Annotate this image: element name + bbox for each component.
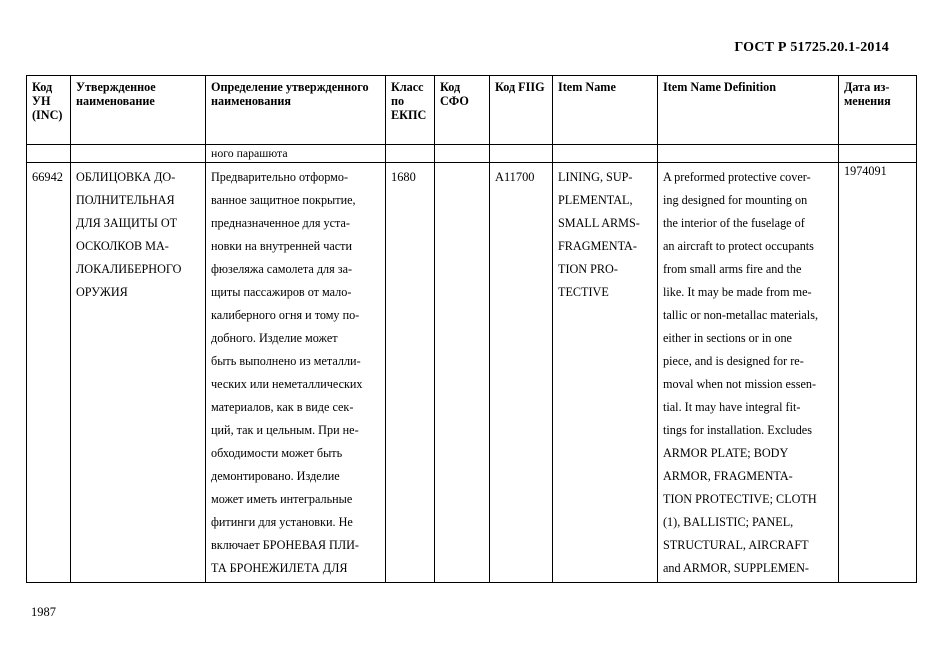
text-line: фитинги для установки. Не (211, 515, 353, 529)
text-line: and ARMOR, SUPPLEMEN- (663, 561, 809, 575)
text-line: ванное защитное покрытие, (211, 193, 356, 207)
cont-definition-cell: ного парашюта (206, 145, 386, 163)
header-item-name: Item Name (553, 76, 658, 145)
text-line: from small arms fire and the (663, 262, 802, 276)
text-line: A preformed protective cover- (663, 170, 811, 184)
text-line: (1), BALLISTIC; PANEL, (663, 515, 794, 529)
header-date: Дата из-менения (839, 76, 917, 145)
class-cell (386, 163, 435, 583)
text-line: ЛОКАЛИБЕРНОГО (76, 262, 182, 276)
text-line: either in sections or in one (663, 331, 792, 345)
text-line: the interior of the fuselage of (663, 216, 805, 230)
text-line: новки на внутренней части (211, 239, 353, 253)
text-line: ПОЛНИТЕЛЬНАЯ (76, 193, 175, 207)
header-class: Класс по ЕКПС (386, 76, 435, 145)
cont-item-name-cell (553, 145, 658, 163)
continuation-row (27, 145, 917, 163)
text-line: может иметь интегральные (211, 492, 353, 506)
text-line: like. It may be made from me- (663, 285, 812, 299)
cont-fiig-cell (490, 145, 553, 163)
text-line: TECTIVE (558, 285, 609, 299)
text-line: ческих или неметаллических (211, 377, 363, 391)
definition-cell (206, 163, 386, 583)
text-line: добного. Изделие может (211, 331, 338, 345)
text-line: быть выполнено из металли- (211, 354, 361, 368)
text-line: STRUCTURAL, AIRCRAFT (663, 538, 809, 552)
nomenclature-table (26, 75, 917, 583)
text-line: tings for installation. Excludes (663, 423, 812, 437)
page-number: 1987 (31, 605, 56, 619)
cont-date-cell (839, 145, 917, 163)
header-fiig: Код FIIG (490, 76, 553, 145)
class-value: 1680 (391, 170, 416, 184)
text-line: an aircraft to protect occupants (663, 239, 814, 253)
text-line: SMALL ARMS- (558, 216, 640, 230)
text-line: LINING, SUP- (558, 170, 633, 184)
text-line: материалов, как в виде сек- (211, 400, 354, 414)
header-item-definition: Item Name Definition (658, 76, 839, 145)
text-line: щиты пассажиров от мало- (211, 285, 352, 299)
approved-name-cell (71, 163, 206, 583)
text-line: moval when not mission essen- (663, 377, 817, 391)
text-line: TION PROTECTIVE; CLOTH (663, 492, 817, 506)
text-line: ТА БРОНЕЖИЛЕТА ДЛЯ (211, 561, 348, 575)
text-line: PLEMENTAL, (558, 193, 633, 207)
text-line: калиберного огня и тому по- (211, 308, 360, 322)
text-line: обходимости может быть (211, 446, 343, 460)
fiig-value: A11700 (495, 170, 535, 184)
document-standard-number: ГОСТ Р 51725.20.1-2014 (734, 40, 889, 55)
cont-class-cell (386, 145, 435, 163)
text-line: FRAGMENTA- (558, 239, 637, 253)
text-line: piece, and is designed for re- (663, 354, 804, 368)
item-name-cell (553, 163, 658, 583)
text-line: ДЛЯ ЗАЩИТЫ ОТ (76, 216, 178, 230)
text-line: включает БРОНЕВАЯ ПЛИ- (211, 538, 359, 552)
text-line: демонтировано. Изделие (211, 469, 340, 483)
table-row (27, 163, 917, 583)
text-line: ОБЛИЦОВКА ДО- (76, 170, 176, 184)
header-row (27, 76, 917, 145)
text-line: ОРУЖИЯ (76, 285, 128, 299)
text-line: tallic or non-metallac materials, (663, 308, 818, 322)
cont-item-definition-cell (658, 145, 839, 163)
inc-value: 66942 (32, 170, 63, 184)
text-line: предназначенное для уста- (211, 216, 350, 230)
inc-cell (27, 163, 71, 583)
text-line: ARMOR PLATE; BODY (663, 446, 789, 460)
text-line: Предварительно отформо- (211, 170, 349, 184)
header-sfo: Код СФО (435, 76, 490, 145)
sfo-cell (435, 163, 490, 583)
header-definition: Определение утвержденного наименования (206, 76, 386, 145)
date-cell: 1974091 (839, 163, 917, 583)
text-line: ARMOR, FRAGMENTA- (663, 469, 793, 483)
text-line: ОСКОЛКОВ МА- (76, 239, 169, 253)
fiig-cell (490, 163, 553, 583)
text-line: tial. It may have integral fit- (663, 400, 801, 414)
cont-approved-name-cell (71, 145, 206, 163)
text-line: фюзеляжа самолета для за- (211, 262, 353, 276)
cont-sfo-cell (435, 145, 490, 163)
item-definition-cell (658, 163, 839, 583)
cont-inc-cell (27, 145, 71, 163)
text-line: TION PRO- (558, 262, 618, 276)
header-inc: Код УН (INC) (27, 76, 71, 145)
text-line: ing designed for mounting on (663, 193, 808, 207)
text-line: ций, так и цельным. При не- (211, 423, 359, 437)
header-approved-name: Утвержденное наименование (71, 76, 206, 145)
